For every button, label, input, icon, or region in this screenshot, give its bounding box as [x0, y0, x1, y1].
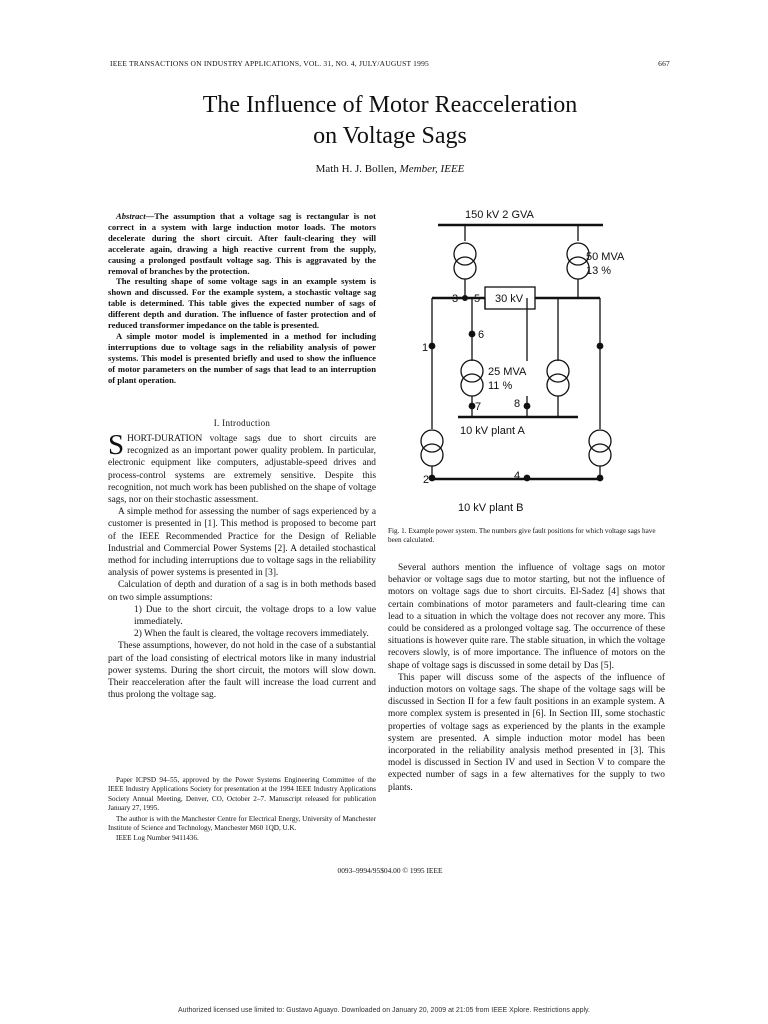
- abstract-p3: A simple motor model is implemented in a method for including interruptions due to voltage sags in the reliability analysis of power systems. This model is presented briefly and used to show the influence of motor parameters on the number of sags that lead to an interruption of plant operation.: [108, 330, 376, 385]
- list-item: 2) When the fault is cleared, the voltage recovers immediately.: [134, 629, 369, 640]
- intro-p3: Calculation of depth and duration of a sag is in both methods based on two simple assumptions:: [108, 580, 376, 603]
- assumption-list: [108, 604, 376, 641]
- fault-position-7: 7: [475, 401, 482, 413]
- intro-p1: HORT-DURATION voltage sags due to short circuits are recognized as an important power quality problem. In particular, electronic equipment like computers, adjustable-speed drives and process-control systems are extremely sensitive. Despite this recognition, not much work has been published on the shape of voltage sags, nor on their stochastic assessment.: [108, 434, 376, 506]
- fault-position-4: 4: [514, 470, 521, 482]
- journal-name: IEEE TRANSACTIONS ON INDUSTRY APPLICATIONS, VOL. 31, NO. 4, JULY/AUGUST 1995: [110, 59, 429, 68]
- fault-position-3: 3: [452, 293, 459, 305]
- section-heading-introduction: I. Introduction: [213, 418, 271, 428]
- intro-p2: A simple method for assessing the number of sags experienced by a customer is presented in [1]. This method is proposed to become part of the IEEE Recommended Practice for the Design of Reliable Industrial and Commercial Power Systems [2]. A detailed stochastical method for including interruptions due to voltage sags in the reliability analysis of power systems is presented in [3].: [108, 507, 376, 579]
- fault-position-6: 6: [478, 329, 485, 341]
- right-column-body: [388, 562, 665, 794]
- fault-position-1: 1: [422, 342, 429, 354]
- list-item: 1) Due to the short circuit, the voltage drops to a low value immediately.: [134, 604, 376, 628]
- page-number: 667: [658, 59, 670, 68]
- label-13pct: 13 %: [586, 265, 612, 277]
- label-50mva: 50 MVA: [586, 251, 625, 263]
- intro-p4: These assumptions, however, do not hold in the case of a substantial part of the load consisting of electrical motors like in many industrial power systems. During the short circuit, the motors will slow down. Their reacceleration after the fault will increase the load current and thus prolong the voltage sag.: [108, 641, 376, 701]
- right-p1: Several authors mention the influence of voltage sags on motor behavior or voltage sags due to motor starting, but not the influence of motors on voltage sags due to short circuits. El-Sadez [4] shows that certain combinations of motor parameters and fault-clearing time can lead to a situation in which the voltage does not recover any more. This could be considered as a prolonged voltage sag. The occurrence of these situations is however quite rare. The stable situation, in which the voltage recovers slowly, is of more importance. The influence of motors on the shape of voltage sags is discussed in some detail by Das [5].: [388, 563, 665, 671]
- abstract: [108, 211, 376, 386]
- label-plant-a: 10 kV plant A: [460, 425, 525, 437]
- right-p2: This paper will discuss some of the aspects of the influence of induction motors on voltage sags. The shape of the voltage sags will be discussed in Section II for a few fault positions in an example system. A more complex system is presented in [6]. In Section III, some stochastic properties of voltage sags as experienced by the plants in the example system are presented. A simple induction motor model has been incorporated in the reliability analysis method presented in [3]. This model is discussed in Section IV and used in Section V to compare the expected number of sags in a few alternatives for the supply to two plants.: [388, 672, 665, 793]
- copyright-line: 0093–9994/95$04.00 © 1995 IEEE: [337, 866, 443, 875]
- figure-caption: Fig. 1. Example power system. The numbers give fault positions for which voltage sags have been calculated.: [388, 527, 656, 545]
- drop-cap: S: [108, 429, 125, 461]
- label-plant-b: 10 kV plant B: [458, 502, 524, 514]
- fault-position-5: 5: [474, 293, 481, 305]
- label-11pct: 11 %: [488, 380, 513, 392]
- fault-position-2: 2: [423, 474, 430, 486]
- footnote-p3: IEEE Log Number 9411436.: [116, 834, 199, 843]
- title-line-1: The Influence of Motor Reacceleration: [202, 92, 578, 118]
- author-membership: Member, IEEE: [399, 163, 465, 175]
- paper-title: [110, 90, 670, 152]
- author-line: [110, 163, 670, 175]
- label-30kv: 30 kV: [495, 293, 524, 305]
- running-header: [110, 59, 670, 68]
- footnote-p1: Paper ICPSD 94–55, approved by the Power Systems Engineering Committee of the IEEE Industry Applications Society for presentation at the 1994 IEEE Industry Applications Society Annual Meeting, Denver, CO, October 2–7. Manuscript released for publication January 27, 1995.: [108, 776, 376, 813]
- fault-position-8: 8: [514, 398, 521, 410]
- power-system-diagram: [388, 203, 668, 523]
- label-150kv: 150 kV 2 GVA: [465, 209, 534, 221]
- title-line-2: on Voltage Sags: [313, 123, 467, 149]
- footnote-p2: The author is with the Manchester Centre for Electrical Energy, University of Manchester Institute of Science and Technology, Manchester M60 1QD, U.K.: [108, 814, 376, 833]
- abstract-label: Abstract: [116, 211, 146, 221]
- author-name: Math H. J. Bollen,: [315, 163, 397, 175]
- footnote: [108, 776, 376, 845]
- license-notice: Authorized licensed use limited to: Gustavo Aguayo. Downloaded on January 20, 2009 at 21:05 from IEEE Xplore. Restrictions apply.: [178, 1007, 590, 1014]
- abstract-p2: The resulting shape of some voltage sags in an example system is shown and discussed. For the example system, a stochastic voltage sag table is determined. This table gives the expected number of sags of different depth and duration. The influence of faster protection and of reduced transformer impedance on the table is presented.: [108, 276, 376, 331]
- introduction-body: [108, 429, 376, 701]
- label-25mva: 25 MVA: [488, 366, 527, 378]
- abstract-p1: —The assumption that a voltage sag is rectangular is not correct in a system with large induction motor loads. The motors decelerate during the short circuit. After fault-clearing they will accelerate again, drawing a high reactive current from the supply, causing a prolonged postfault voltage sag. This is aggravated by the removal of branches by the protection.: [108, 211, 376, 276]
